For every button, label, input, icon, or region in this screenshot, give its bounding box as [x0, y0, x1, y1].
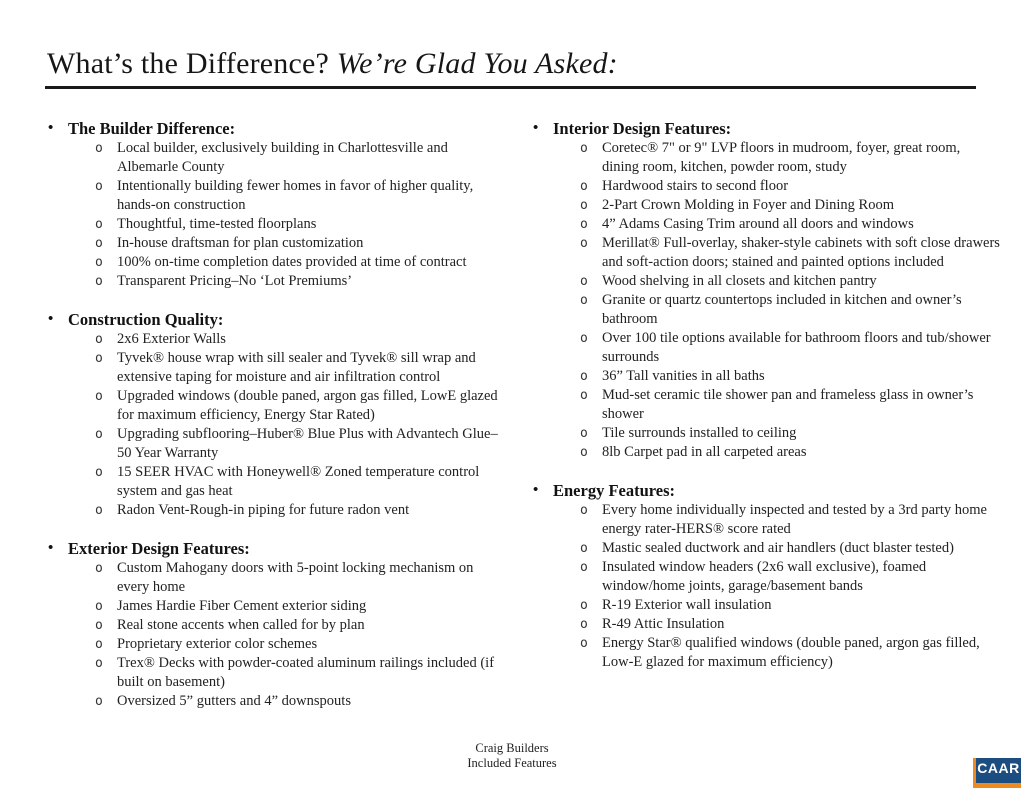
circle-bullet-icon: o [95, 637, 103, 652]
list-item-text: Local builder, exclusively building in Charlottesville and Albemarle County [117, 140, 448, 175]
list-item-text: R-19 Exterior wall insulation [602, 597, 772, 613]
circle-bullet-icon: o [95, 351, 103, 366]
left-column [47, 119, 519, 711]
circle-bullet-icon: o [95, 274, 103, 289]
list-item-text: In-house draftsman for plan customization [117, 235, 364, 251]
list-item [532, 424, 1017, 443]
list-item-text: 100% on-time completion dates provided at time of contract [117, 254, 467, 270]
list-item-text: James Hardie Fiber Cement exterior siding [117, 598, 367, 614]
circle-bullet-icon: o [95, 618, 103, 633]
list-item [47, 559, 519, 597]
list-item [532, 367, 1017, 386]
list-item-text: Upgraded windows (double paned, argon gas filled, LowE glazed for maximum efficiency, Energy Star Rated) [117, 388, 498, 423]
feature-section [47, 539, 519, 711]
list-item-text: Insulated window headers (2x6 wall exclusive), foamed window/home joints, garage/basement bands [602, 559, 927, 594]
circle-bullet-icon: o [95, 599, 103, 614]
list-item [47, 501, 519, 520]
list-item [47, 387, 519, 425]
list-item-text: Upgrading subflooring–Huber® Blue Plus with Advantech Glue–50 Year Warranty [117, 426, 498, 461]
circle-bullet-icon: o [95, 141, 103, 156]
list-item-text: 2-Part Crown Molding in Foyer and Dining Room [602, 197, 895, 213]
circle-bullet-icon: o [580, 274, 588, 289]
circle-bullet-icon: o [580, 331, 588, 346]
list-item [532, 139, 1017, 177]
list-item [532, 234, 1017, 272]
list-item-text: Mastic sealed ductwork and air handlers (duct blaster tested) [602, 540, 954, 556]
caar-logo-text: CAAR [977, 760, 1020, 776]
circle-bullet-icon: o [95, 427, 103, 442]
circle-bullet-icon: o [580, 445, 588, 460]
feature-section [532, 119, 1017, 462]
circle-bullet-icon: o [580, 541, 588, 556]
footer-company: Craig Builders [475, 741, 549, 755]
list-item-text: Thoughtful, time-tested floorplans [117, 216, 317, 232]
list-item [532, 329, 1017, 367]
list-item [47, 177, 519, 215]
list-item-text: Intentionally building fewer homes in favor of higher quality, hands-on construction [117, 178, 474, 213]
list-item [532, 291, 1017, 329]
list-item [532, 177, 1017, 196]
bullet-icon: • [48, 311, 54, 327]
right-column [532, 119, 1017, 672]
section-heading-label: Exterior Design Features: [68, 539, 250, 558]
section-heading-label: Energy Features: [553, 481, 676, 500]
page-title-regular: What’s the Difference? [47, 47, 337, 80]
list-item-text: Radon Vent-Rough-in piping for future radon vent [117, 502, 410, 518]
list-item [532, 272, 1017, 291]
section-heading [532, 119, 1017, 139]
list-item [47, 635, 519, 654]
section-heading-label: Construction Quality: [68, 310, 224, 329]
list-item-text: R-49 Attic Insulation [602, 616, 725, 632]
caar-logo-bar [973, 783, 1021, 788]
list-item [532, 215, 1017, 234]
list-item-text: Real stone accents when called for by plan [117, 617, 365, 633]
list-item [47, 349, 519, 387]
list-item [47, 692, 519, 711]
section-heading [532, 481, 1017, 501]
list-item [47, 330, 519, 349]
list-item-text: Coretec® 7" or 9" LVP floors in mudroom, foyer, great room, dining room, kitchen, powder room, study [602, 140, 961, 175]
list-item-text: Over 100 tile options available for bathroom floors and tub/shower surrounds [602, 330, 991, 365]
circle-bullet-icon: o [580, 198, 588, 213]
circle-bullet-icon: o [95, 694, 103, 709]
title-divider [45, 86, 976, 89]
section-heading [47, 119, 519, 139]
page-title-italic: We’re Glad You Asked: [336, 47, 618, 80]
list-item [532, 386, 1017, 424]
circle-bullet-icon: o [95, 179, 103, 194]
list-item-text: Granite or quartz countertops included in kitchen and owner’s bathroom [602, 292, 962, 327]
list-item-text: Merillat® Full-overlay, shaker-style cabinets with soft close drawers and soft-action doors; stained and painted options included [602, 235, 1000, 270]
list-item [47, 139, 519, 177]
circle-bullet-icon: o [580, 236, 588, 251]
list-item [47, 597, 519, 616]
circle-bullet-icon: o [580, 617, 588, 632]
list-item [47, 463, 519, 501]
list-item [532, 596, 1017, 615]
feature-section [47, 119, 519, 291]
feature-section [47, 310, 519, 520]
circle-bullet-icon: o [95, 255, 103, 270]
circle-bullet-icon: o [580, 388, 588, 403]
circle-bullet-icon: o [95, 332, 103, 347]
circle-bullet-icon: o [580, 426, 588, 441]
list-item [47, 616, 519, 635]
list-item-text: Energy Star® qualified windows (double paned, argon gas filled, Low-E glazed for maximum efficiency) [602, 635, 980, 670]
list-item [47, 654, 519, 692]
section-heading-label: The Builder Difference: [68, 119, 236, 138]
list-item [532, 615, 1017, 634]
list-item-text: Tile surrounds installed to ceiling [602, 425, 797, 441]
bullet-icon: • [48, 120, 54, 136]
bullet-icon: • [48, 540, 54, 556]
list-item [532, 196, 1017, 215]
list-item-text: 8lb Carpet pad in all carpeted areas [602, 444, 807, 460]
list-item-text: Trex® Decks with powder-coated aluminum railings included (if built on basement) [117, 655, 495, 690]
circle-bullet-icon: o [580, 598, 588, 613]
list-item-text: Transparent Pricing–No ‘Lot Premiums’ [117, 273, 353, 289]
list-item-text: Hardwood stairs to second floor [602, 178, 789, 194]
circle-bullet-icon: o [580, 636, 588, 651]
list-item [47, 272, 519, 291]
list-item [532, 558, 1017, 596]
list-item [47, 253, 519, 272]
circle-bullet-icon: o [95, 217, 103, 232]
page-footer [0, 741, 1024, 771]
circle-bullet-icon: o [95, 236, 103, 251]
bullet-icon: • [533, 120, 539, 136]
page-title [47, 46, 618, 82]
list-item [47, 215, 519, 234]
list-item-text: 4” Adams Casing Trim around all doors and windows [602, 216, 914, 232]
list-item-text: Oversized 5” gutters and 4” downspouts [117, 693, 351, 709]
circle-bullet-icon: o [580, 141, 588, 156]
list-item [47, 425, 519, 463]
circle-bullet-icon: o [580, 293, 588, 308]
list-item-text: Custom Mahogany doors with 5-point locking mechanism on every home [117, 560, 474, 595]
list-item-text: Every home individually inspected and tested by a 3rd party home energy rater-HERS® score rated [602, 502, 987, 537]
section-heading-label: Interior Design Features: [553, 119, 732, 138]
list-item [532, 501, 1017, 539]
circle-bullet-icon: o [95, 465, 103, 480]
list-item-text: 36” Tall vanities in all baths [602, 368, 765, 384]
list-item [532, 443, 1017, 462]
list-item-text: 15 SEER HVAC with Honeywell® Zoned temperature control system and gas heat [117, 464, 480, 499]
circle-bullet-icon: o [95, 503, 103, 518]
caar-logo [973, 758, 1021, 788]
circle-bullet-icon: o [580, 503, 588, 518]
section-heading [47, 539, 519, 559]
list-item-text: 2x6 Exterior Walls [117, 331, 226, 347]
footer-subtitle: Included Features [467, 756, 557, 770]
circle-bullet-icon: o [95, 561, 103, 576]
list-item-text: Mud-set ceramic tile shower pan and frameless glass in owner’s shower [602, 387, 974, 422]
list-item [47, 234, 519, 253]
circle-bullet-icon: o [580, 217, 588, 232]
circle-bullet-icon: o [95, 656, 103, 671]
circle-bullet-icon: o [580, 179, 588, 194]
bullet-icon: • [533, 482, 539, 498]
list-item-text: Tyvek® house wrap with sill sealer and Tyvek® sill wrap and extensive taping for moisture and air infiltration control [117, 350, 476, 385]
circle-bullet-icon: o [95, 389, 103, 404]
list-item-text: Proprietary exterior color schemes [117, 636, 318, 652]
section-heading [47, 310, 519, 330]
circle-bullet-icon: o [580, 560, 588, 575]
list-item [532, 539, 1017, 558]
list-item-text: Wood shelving in all closets and kitchen pantry [602, 273, 877, 289]
circle-bullet-icon: o [580, 369, 588, 384]
list-item [532, 634, 1017, 672]
feature-section [532, 481, 1017, 672]
